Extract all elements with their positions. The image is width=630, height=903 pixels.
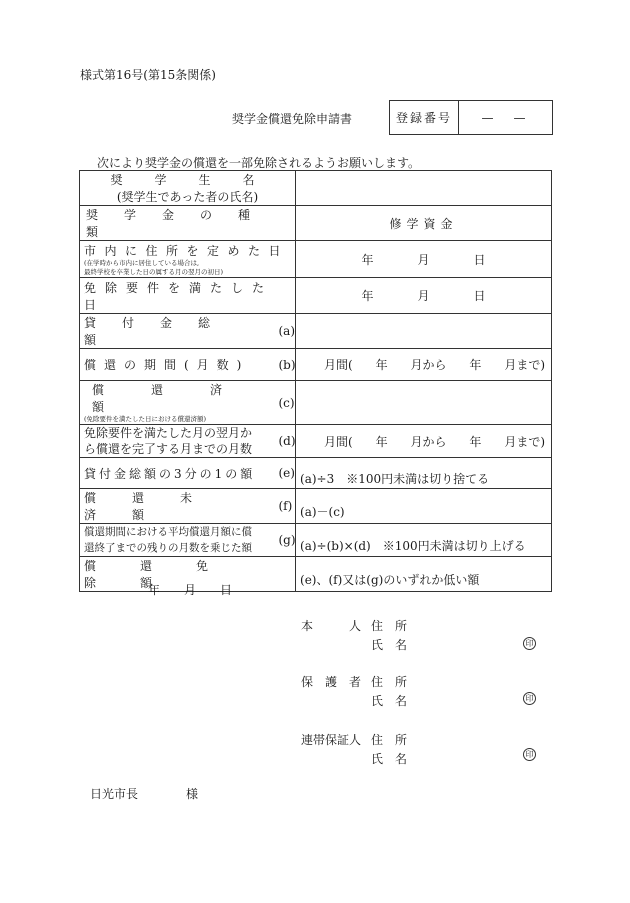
repaid-amount-label: 償還済額: [92, 383, 270, 414]
repayment-period-label-cell: [80, 349, 275, 381]
scholarship-type-label: 奨学金の種類: [86, 208, 277, 239]
applicant-seal-icon: 印: [523, 637, 536, 650]
month-until-text: 月まで): [504, 434, 545, 449]
document-title: 奨学金償還免除申請書: [232, 112, 353, 126]
address-date-note-2: 最終学校を卒業した日の属する月の翌月の初日): [84, 267, 224, 276]
repaid-amount-field[interactable]: [296, 381, 552, 425]
loan-total-mark: (a): [275, 314, 296, 349]
exemption-label: 償還免除額: [84, 559, 253, 590]
average-value[interactable]: (a)÷(b)×(d) ※100円未満は切り上げる: [296, 524, 552, 557]
average-label-2: 還終了までの残りの月数を乗じた額: [84, 542, 252, 554]
student-name-label-cell: [80, 171, 296, 206]
year-from-text: 年: [375, 358, 388, 372]
application-date[interactable]: 年 月 日: [148, 583, 233, 597]
year-from-text: 年: [375, 434, 388, 449]
unpaid-mark: (f): [275, 489, 296, 524]
repaid-amount-mark: (c): [275, 381, 296, 425]
student-name-sub: (奨学生であった者の氏名): [116, 190, 259, 204]
student-name-label: 奨 学 生 名: [110, 173, 265, 187]
row-address-date: [80, 241, 552, 278]
year-until-text: 年: [469, 434, 482, 449]
requirement-date-label: 免除要件を満たした日: [84, 280, 274, 312]
day-label: 日: [473, 252, 486, 267]
one-third-label-cell: [80, 458, 275, 489]
row-requirement-date: [80, 278, 552, 314]
row-repayment-period: [80, 349, 552, 381]
address-date-label: 市内に住所を定めた日: [84, 243, 290, 258]
form-number: 様式第16号(第15条関係): [80, 68, 216, 82]
month-from-text: 月から: [410, 358, 447, 372]
row-one-third: [80, 458, 552, 489]
month-from-text: 月から: [410, 434, 447, 449]
guardian-role: 保 護 者: [301, 675, 362, 689]
guarantor-role: 連帯保証人: [301, 733, 362, 747]
row-unpaid: [80, 489, 552, 524]
average-label-1: 償還期間における平均償還月額に償: [84, 526, 252, 538]
repaid-amount-sub: (免除要件を満たした日における償還済額): [84, 415, 207, 423]
registration-number-label: 登録番号: [390, 101, 459, 134]
requirement-date-values: [300, 287, 547, 304]
month-until-text: 月まで): [504, 358, 545, 372]
guardian-address-label: 住 所: [371, 675, 408, 689]
months-until-label-2: ら償還を完了する月までの月数: [84, 442, 253, 456]
repayment-period-label: 償還の期間(月数): [84, 358, 250, 372]
one-third-label: 貸付金総額の3分の1の額: [84, 466, 256, 481]
day-label: 日: [473, 289, 486, 303]
row-loan-total: [80, 314, 552, 349]
row-student-name: [80, 171, 552, 206]
address-date-values: [300, 251, 547, 268]
repayment-period-mark: (b): [275, 349, 296, 381]
year-label: 年: [361, 252, 374, 267]
months-until-field[interactable]: [296, 425, 552, 458]
requirement-date-label-cell: [80, 278, 296, 314]
scholarship-type-value[interactable]: 修学資金: [296, 206, 552, 241]
registration-number-box: [389, 100, 553, 135]
unpaid-value[interactable]: (a)－(c): [296, 489, 552, 524]
one-third-value[interactable]: (a)÷3 ※100円未満は切り捨てる: [296, 458, 552, 489]
guarantor-name-label: 氏 名: [371, 752, 408, 766]
months-until-mark: (d): [275, 425, 296, 458]
exemption-value[interactable]: (e)、(f)又は(g)のいずれか低い額: [296, 557, 552, 592]
month-label: 月: [417, 252, 430, 267]
address-date-note-1: (在学時から市内に居住している場合は,: [84, 258, 200, 267]
registration-number-value[interactable]: — —: [481, 111, 530, 125]
applicant-address-label: 住 所: [371, 619, 408, 633]
application-form-table: [79, 170, 552, 592]
row-months-until: [80, 425, 552, 458]
year-label: 年: [361, 289, 374, 303]
guardian-seal-icon: 印: [523, 692, 536, 705]
year-until-text: 年: [469, 358, 482, 372]
months-text: 月間(: [324, 434, 353, 449]
row-scholarship-type: [80, 206, 552, 241]
months-text: 月間(: [324, 358, 353, 372]
months-until-label-1: 免除要件を満たした月の翌月か: [84, 426, 253, 440]
repayment-period-values: [300, 356, 547, 373]
average-mark: (g): [275, 524, 296, 557]
loan-total-label: 貸付金総額: [84, 316, 237, 347]
repayment-period-field[interactable]: [296, 349, 552, 381]
addressee: 日光市長 様: [90, 787, 199, 801]
month-label: 月: [417, 289, 430, 303]
address-date-label-cell: [80, 241, 296, 278]
applicant-name-label: 氏 名: [371, 638, 408, 652]
guarantor-seal-icon: 印: [523, 748, 536, 761]
intro-text: 次により奨学金の償還を一部免除されるようお願いします。: [97, 156, 421, 170]
guarantor-address-label: 住 所: [371, 733, 408, 747]
loan-total-label-cell: [80, 314, 275, 349]
unpaid-label: 償還未済額: [84, 491, 229, 522]
loan-total-field[interactable]: [296, 314, 552, 349]
one-third-mark: (e): [275, 458, 296, 489]
scholarship-type-label-cell: [80, 206, 296, 241]
average-label-cell: [80, 524, 275, 557]
unpaid-label-cell: [80, 489, 275, 524]
student-name-field[interactable]: [296, 171, 552, 206]
repaid-amount-label-cell: [80, 381, 275, 425]
row-average: [80, 524, 552, 557]
months-until-values: [300, 433, 547, 450]
address-date-field[interactable]: [296, 241, 552, 278]
applicant-role: 本 人: [301, 619, 362, 633]
guardian-name-label: 氏 名: [371, 694, 408, 708]
months-until-label-cell: [80, 425, 275, 458]
requirement-date-field[interactable]: [296, 278, 552, 314]
row-repaid-amount: [80, 381, 552, 425]
